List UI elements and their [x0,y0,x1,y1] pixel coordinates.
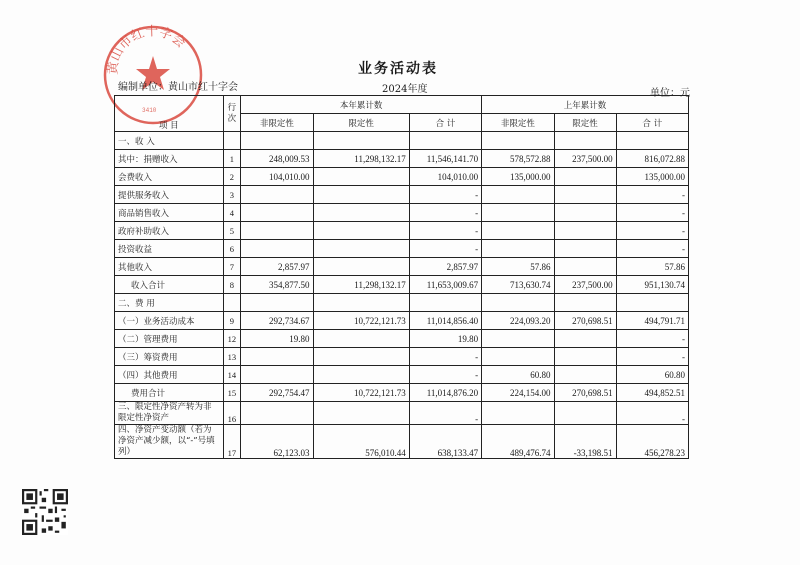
cell-cur-restricted [313,402,409,425]
cell-cur-total: - [409,366,481,384]
cell-cur-unrestricted [241,402,313,425]
svg-text:3410: 3410 [142,107,157,114]
row-line-no: 12 [223,330,241,348]
cell-prev-unrestricted [482,402,554,425]
cell-prev-total: - [616,330,688,348]
cell-cur-restricted [313,330,409,348]
cell-prev-unrestricted: 713,630.74 [482,276,554,294]
cell-prev-unrestricted: 60.80 [482,366,554,384]
cell-prev-unrestricted [482,204,554,222]
table-row [115,276,689,294]
cell-cur-restricted [313,168,409,186]
cell-prev-unrestricted [482,132,554,150]
cell-cur-total: 11,546,141.70 [409,150,481,168]
row-line-no: 4 [223,204,241,222]
svg-text:黄山市红十字会: 黄山市红十字会 [105,24,189,76]
header-prev-total: 合 计 [616,114,688,132]
cell-cur-restricted [313,204,409,222]
row-line-no: 6 [223,240,241,258]
row-label: 提供服务收入 [115,186,224,204]
table-row [115,258,689,276]
report-year: 2024年度 [382,84,428,95]
cell-prev-unrestricted: 57.86 [482,258,554,276]
cell-prev-restricted [554,240,616,258]
cell-cur-unrestricted [241,204,313,222]
table-row [115,204,689,222]
cell-prev-restricted [554,204,616,222]
cell-prev-total: - [616,402,688,425]
cell-prev-unrestricted [482,222,554,240]
cell-prev-restricted: -33,198.51 [554,425,616,459]
cell-cur-unrestricted [241,240,313,258]
row-label: 三、限定性净资产转为非限定性净资产 [115,402,224,425]
row-line-no [223,132,241,150]
cell-cur-unrestricted [241,348,313,366]
row-label: 其他收入 [115,258,224,276]
cell-prev-total: 57.86 [616,258,688,276]
cell-prev-restricted [554,366,616,384]
cell-cur-total: 104,010.00 [409,168,481,186]
cell-prev-total: - [616,186,688,204]
cell-prev-unrestricted [482,294,554,312]
row-label: 四、净资产变动额（若为净资产减少额，以“-”号填列） [115,425,224,459]
table-row [115,168,689,186]
cell-prev-total: 494,852.51 [616,384,688,402]
cell-prev-total: 816,072.88 [616,150,688,168]
cell-cur-unrestricted [241,132,313,150]
cell-prev-restricted: 270,698.51 [554,312,616,330]
cell-cur-restricted: 11,298,132.17 [313,150,409,168]
row-label: 商品销售收入 [115,204,224,222]
cell-cur-restricted [313,240,409,258]
row-line-no: 2 [223,168,241,186]
header-last-year: 上年累计数 [482,96,689,114]
cell-prev-unrestricted [482,330,554,348]
table-row [115,222,689,240]
report-title: 业务活动表 [358,61,438,77]
cell-prev-total: 951,130.74 [616,276,688,294]
cell-prev-restricted [554,348,616,366]
cell-cur-unrestricted: 292,734.67 [241,312,313,330]
table-row [115,402,689,425]
cell-prev-restricted [554,222,616,240]
cell-cur-total: 2,857.97 [409,258,481,276]
header-prev-restricted: 限定性 [554,114,616,132]
row-label: 一、收 入 [115,132,224,150]
cell-prev-total [616,294,688,312]
cell-cur-total: - [409,186,481,204]
cell-prev-total: - [616,222,688,240]
row-label: 会费收入 [115,168,224,186]
cell-prev-unrestricted: 224,154.00 [482,384,554,402]
cell-prev-unrestricted [482,348,554,366]
cell-cur-total: 19.80 [409,330,481,348]
cell-cur-total: - [409,402,481,425]
cell-prev-restricted [554,168,616,186]
row-line-no: 3 [223,186,241,204]
row-label: 其中：捐赠收入 [115,150,224,168]
cell-cur-restricted [313,348,409,366]
cell-cur-unrestricted: 292,754.47 [241,384,313,402]
cell-prev-unrestricted [482,186,554,204]
row-line-no [223,294,241,312]
cell-cur-restricted [313,258,409,276]
row-line-no: 14 [223,366,241,384]
row-line-no: 9 [223,312,241,330]
cell-cur-unrestricted: 354,877.50 [241,276,313,294]
row-label: （三）筹资费用 [115,348,224,366]
qr-code-icon [22,489,68,535]
cell-cur-unrestricted: 248,009.53 [241,150,313,168]
table-row [115,330,689,348]
cell-prev-total: - [616,240,688,258]
cell-cur-restricted: 10,722,121.73 [313,312,409,330]
row-label: 二、费 用 [115,294,224,312]
header-cur-unrestricted: 非限定性 [241,114,313,132]
table-row [115,384,689,402]
cell-prev-total: - [616,348,688,366]
cell-prev-total: - [616,204,688,222]
row-label: 费用合计 [115,384,224,402]
table-row [115,312,689,330]
row-line-no: 5 [223,222,241,240]
row-line-no: 17 [223,425,241,459]
cell-cur-restricted [313,222,409,240]
table-row [115,425,689,459]
cell-prev-total: 135,000.00 [616,168,688,186]
table-row [115,240,689,258]
cell-cur-restricted [313,366,409,384]
cell-prev-total: 60.80 [616,366,688,384]
cell-prev-restricted [554,186,616,204]
cell-cur-total: 11,014,856.40 [409,312,481,330]
table-row [115,294,689,312]
cell-cur-total: - [409,204,481,222]
cell-cur-total: 11,014,876.20 [409,384,481,402]
cell-prev-unrestricted: 489,476.74 [482,425,554,459]
cell-cur-total: - [409,348,481,366]
cell-prev-total: 456,278.23 [616,425,688,459]
header-cur-total: 合 计 [409,114,481,132]
cell-prev-unrestricted [482,240,554,258]
table-row [115,366,689,384]
row-line-no: 1 [223,150,241,168]
header-cur-restricted: 限定性 [313,114,409,132]
cell-cur-restricted [313,132,409,150]
cell-prev-unrestricted: 224,093.20 [482,312,554,330]
cell-prev-unrestricted: 135,000.00 [482,168,554,186]
cell-cur-total: - [409,222,481,240]
cell-cur-unrestricted: 62,123.03 [241,425,313,459]
cell-cur-total: - [409,240,481,258]
table-row [115,132,689,150]
cell-cur-unrestricted [241,366,313,384]
table-row [115,186,689,204]
row-line-no: 8 [223,276,241,294]
cell-cur-unrestricted: 19.80 [241,330,313,348]
cell-prev-restricted [554,294,616,312]
cell-prev-restricted [554,402,616,425]
cell-cur-restricted: 576,010.44 [313,425,409,459]
row-line-no: 7 [223,258,241,276]
cell-prev-restricted: 237,500.00 [554,276,616,294]
row-label: 投资收益 [115,240,224,258]
row-label: （一）业务活动成本 [115,312,224,330]
cell-cur-total: 638,133.47 [409,425,481,459]
reporting-organization: 编制单位：黄山市红十字会 [118,82,238,93]
cell-cur-restricted [313,294,409,312]
cell-prev-restricted: 237,500.00 [554,150,616,168]
row-label: 收入合计 [115,276,224,294]
cell-cur-total: 11,653,009.67 [409,276,481,294]
cell-cur-total [409,294,481,312]
header-current-year: 本年累计数 [241,96,482,114]
cell-cur-restricted [313,186,409,204]
cell-cur-unrestricted [241,294,313,312]
header-prev-unrestricted: 非限定性 [482,114,554,132]
currency-unit: 单位：元 [650,88,690,99]
cell-prev-restricted: 270,698.51 [554,384,616,402]
cell-prev-total [616,132,688,150]
cell-prev-restricted [554,258,616,276]
cell-cur-restricted: 11,298,132.17 [313,276,409,294]
row-line-no: 15 [223,384,241,402]
row-line-no: 16 [223,402,241,425]
row-line-no: 13 [223,348,241,366]
cell-cur-unrestricted: 2,857.97 [241,258,313,276]
row-label: （四）其他费用 [115,366,224,384]
cell-prev-restricted [554,132,616,150]
cell-cur-total [409,132,481,150]
cell-prev-restricted [554,330,616,348]
table-row [115,150,689,168]
cell-cur-unrestricted [241,186,313,204]
cell-cur-restricted: 10,722,121.73 [313,384,409,402]
cell-cur-unrestricted [241,222,313,240]
header-item: 项 目 [115,96,224,132]
cell-cur-unrestricted: 104,010.00 [241,168,313,186]
header-line-no: 行次 [223,96,241,132]
cell-prev-unrestricted: 578,572.88 [482,150,554,168]
activity-statement-table [114,95,689,459]
row-label: （二）管理费用 [115,330,224,348]
table-row [115,348,689,366]
cell-prev-total: 494,791.71 [616,312,688,330]
row-label: 政府补助收入 [115,222,224,240]
